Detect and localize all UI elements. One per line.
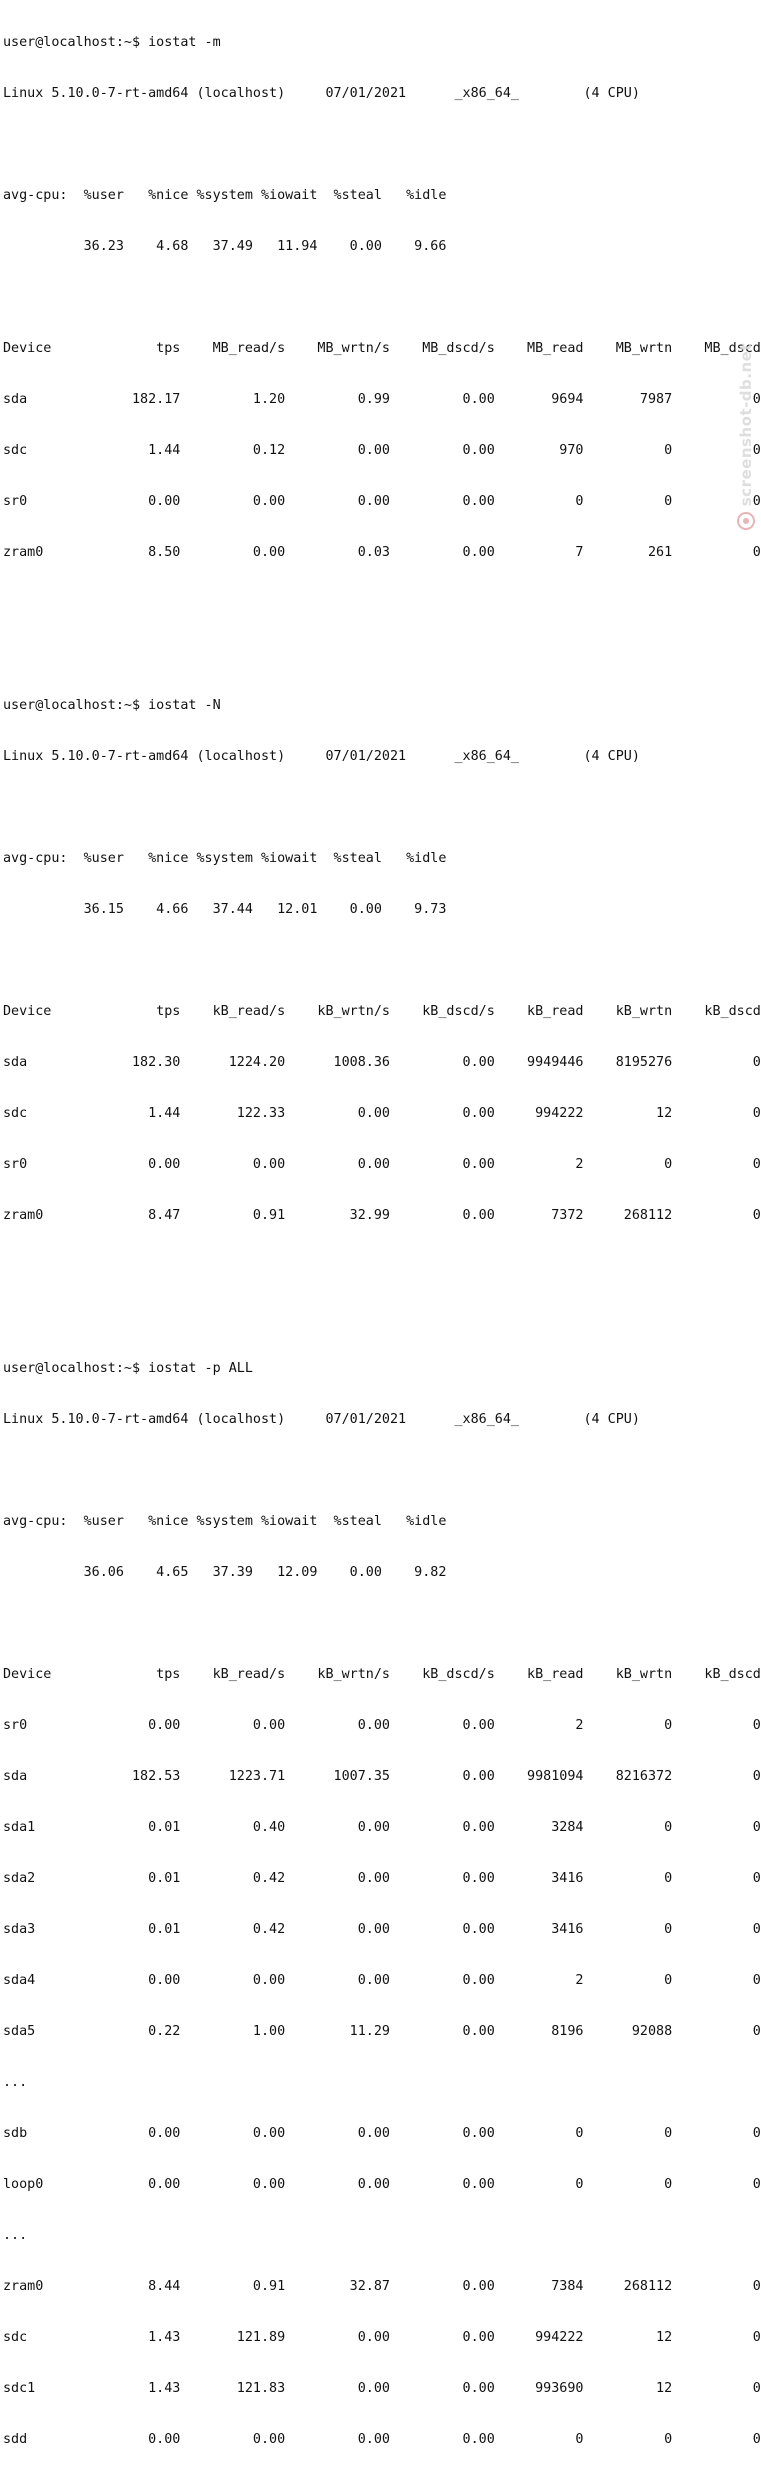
terminal-output[interactable] — [3, 0, 761, 2447]
device-header-line: Device tps kB_read/s kB_wrtn/s kB_dscd/s kB_read kB_wrtn kB_dscd — [3, 1004, 761, 1019]
blank-line — [3, 1309, 761, 1326]
device-row: sda 182.53 1223.71 1007.35 0.00 9981094 8216372 0 — [3, 1769, 761, 1784]
device-row: sda2 0.01 0.42 0.00 0.00 3416 0 0 — [3, 1871, 761, 1886]
device-row: sdb 0.00 0.00 0.00 0.00 0 0 0 — [3, 2126, 761, 2141]
device-row: loop0 0.00 0.00 0.00 0.00 0 0 0 — [3, 2177, 761, 2192]
ellipsis-line: ... — [3, 2228, 28, 2243]
blank-line — [3, 1615, 761, 1632]
blank-line — [3, 952, 761, 969]
device-row: zram0 8.47 0.91 32.99 0.00 7372 268112 0 — [3, 1208, 761, 1223]
device-row: sdc 1.43 121.89 0.00 0.00 994222 12 0 — [3, 2330, 761, 2345]
device-row: sda4 0.00 0.00 0.00 0.00 2 0 0 — [3, 1973, 761, 1988]
device-row: sr0 0.00 0.00 0.00 0.00 2 0 0 — [3, 1718, 761, 1733]
ellipsis-line: ... — [3, 2075, 28, 2090]
cpu-values-line: 36.06 4.65 37.39 12.09 0.00 9.82 — [3, 1565, 447, 1580]
device-header-line: Device tps MB_read/s MB_wrtn/s MB_dscd/s MB_read MB_wrtn MB_dscd — [3, 341, 761, 356]
device-header-line: Device tps kB_read/s kB_wrtn/s kB_dscd/s kB_read kB_wrtn kB_dscd — [3, 1667, 761, 1682]
device-row: sdd 0.00 0.00 0.00 0.00 0 0 0 — [3, 2432, 761, 2447]
blank-line — [3, 595, 761, 612]
device-row: sda1 0.01 0.40 0.00 0.00 3284 0 0 — [3, 1820, 761, 1835]
device-row: sr0 0.00 0.00 0.00 0.00 0 0 0 — [3, 494, 761, 509]
system-info-line: Linux 5.10.0-7-rt-amd64 (localhost) 07/01/2021 _x86_64_ (4 CPU) — [3, 749, 640, 764]
blank-line — [3, 1258, 761, 1275]
device-row: sda 182.30 1224.20 1008.36 0.00 9949446 8195276 0 — [3, 1055, 761, 1070]
cpu-header-line: avg-cpu: %user %nice %system %iowait %steal %idle — [3, 851, 447, 866]
prompt-line: user@localhost:~$ iostat -N — [3, 698, 221, 713]
device-row: sdc 1.44 0.12 0.00 0.00 970 0 0 — [3, 443, 761, 458]
cpu-values-line: 36.23 4.68 37.49 11.94 0.00 9.66 — [3, 239, 447, 254]
device-row: sda 182.17 1.20 0.99 0.00 9694 7987 0 — [3, 392, 761, 407]
device-row: sdc 1.44 122.33 0.00 0.00 994222 12 0 — [3, 1106, 761, 1121]
blank-line — [3, 646, 761, 663]
device-row: zram0 8.50 0.00 0.03 0.00 7 261 0 — [3, 545, 761, 560]
prompt-line: user@localhost:~$ iostat -m — [3, 35, 221, 50]
cpu-header-line: avg-cpu: %user %nice %system %iowait %steal %idle — [3, 188, 447, 203]
prompt-line: user@localhost:~$ iostat -p ALL — [3, 1361, 253, 1376]
watermark-text: screenshot-db.net — [737, 342, 755, 506]
cpu-header-line: avg-cpu: %user %nice %system %iowait %steal %idle — [3, 1514, 447, 1529]
blank-line — [3, 136, 761, 153]
screenshot-db-logo-icon — [737, 512, 755, 530]
blank-line — [3, 799, 761, 816]
device-row: sdc1 1.43 121.83 0.00 0.00 993690 12 0 — [3, 2381, 761, 2396]
device-row: sda3 0.01 0.42 0.00 0.00 3416 0 0 — [3, 1922, 761, 1937]
watermark — [733, 290, 759, 530]
blank-line — [3, 289, 761, 306]
device-row: sda5 0.22 1.00 11.29 0.00 8196 92088 0 — [3, 2024, 761, 2039]
system-info-line: Linux 5.10.0-7-rt-amd64 (localhost) 07/01/2021 _x86_64_ (4 CPU) — [3, 86, 640, 101]
blank-line — [3, 1462, 761, 1479]
system-info-line: Linux 5.10.0-7-rt-amd64 (localhost) 07/01/2021 _x86_64_ (4 CPU) — [3, 1412, 640, 1427]
cpu-values-line: 36.15 4.66 37.44 12.01 0.00 9.73 — [3, 902, 447, 917]
device-row: zram0 8.44 0.91 32.87 0.00 7384 268112 0 — [3, 2279, 761, 2294]
device-row: sr0 0.00 0.00 0.00 0.00 2 0 0 — [3, 1157, 761, 1172]
